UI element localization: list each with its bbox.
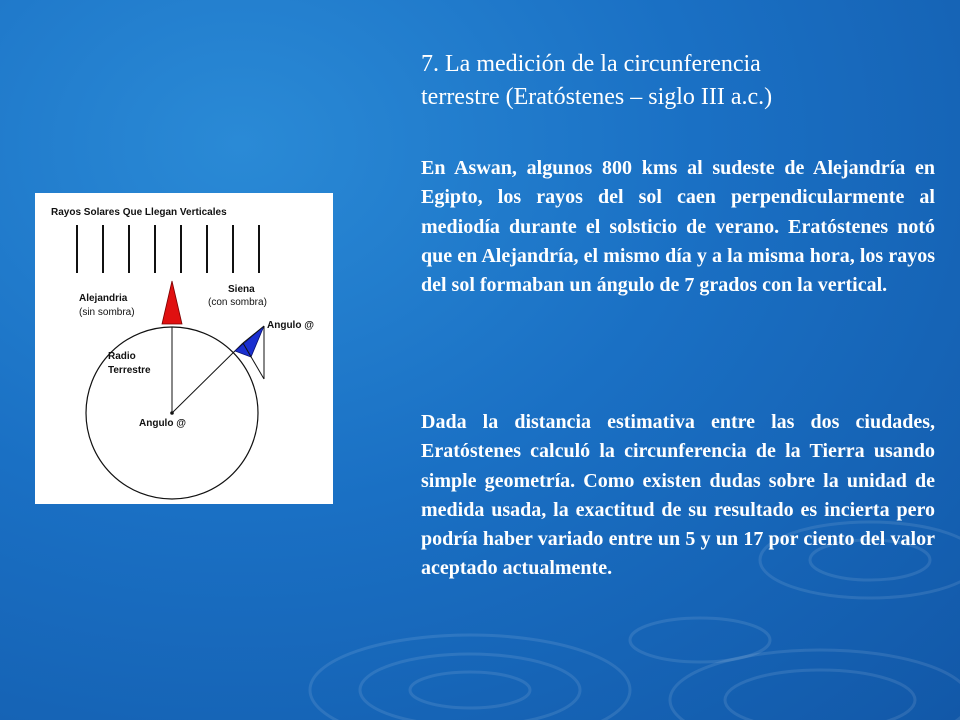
- alejandria-sub-label: (sin sombra): [79, 307, 135, 318]
- angle-label-siena: Angulo @: [267, 320, 314, 331]
- siena-shadow: [235, 326, 264, 357]
- angle-label-center: Angulo @: [139, 418, 186, 429]
- paragraph-aswan: En Aswan, algunos 800 kms al sudeste de Alejandría en Egipto, los rayos del sol caen perpendicularmente al mediodía durante el solsticio de verano. Eratóstenes notó que en Alejandría, el mismo día y a la misma hora, los rayos del sol formaban un ángulo de 7 grados con la vertical.: [421, 157, 935, 297]
- sun-rays: [77, 225, 259, 273]
- paragraph-calculation: Dada la distancia estimativa entre las dos ciudades, Eratóstenes calculó la circunferencia de la Tierra usando simple geometría. Como existen dudas sobre la unidad de medida usada, la exactitud de su resultado es incierta pero podría haber variado entre un 5 y un 17 por ciento del valor aceptado actualmente.: [421, 411, 935, 580]
- siena-sub-label: (con sombra): [208, 297, 267, 308]
- title-line-2: terrestre (Eratóstenes – siglo III a.c.): [421, 84, 773, 110]
- alejandria-shadow: [162, 281, 182, 324]
- slide-title: [421, 48, 941, 114]
- radius-siena: [172, 343, 243, 413]
- radius-label-2: Terrestre: [108, 365, 151, 376]
- diagram-svg: [35, 193, 333, 504]
- siena-label: Siena: [228, 284, 255, 295]
- eratosthenes-diagram: [35, 193, 333, 504]
- rays-label: Rayos Solares Que Llegan Verticales: [51, 207, 227, 218]
- title-line-1: 7. La medición de la circunferencia: [421, 51, 761, 77]
- radius-label-1: Radio: [108, 351, 136, 362]
- earth-center: [170, 411, 174, 415]
- alejandria-label: Alejandria: [79, 293, 128, 304]
